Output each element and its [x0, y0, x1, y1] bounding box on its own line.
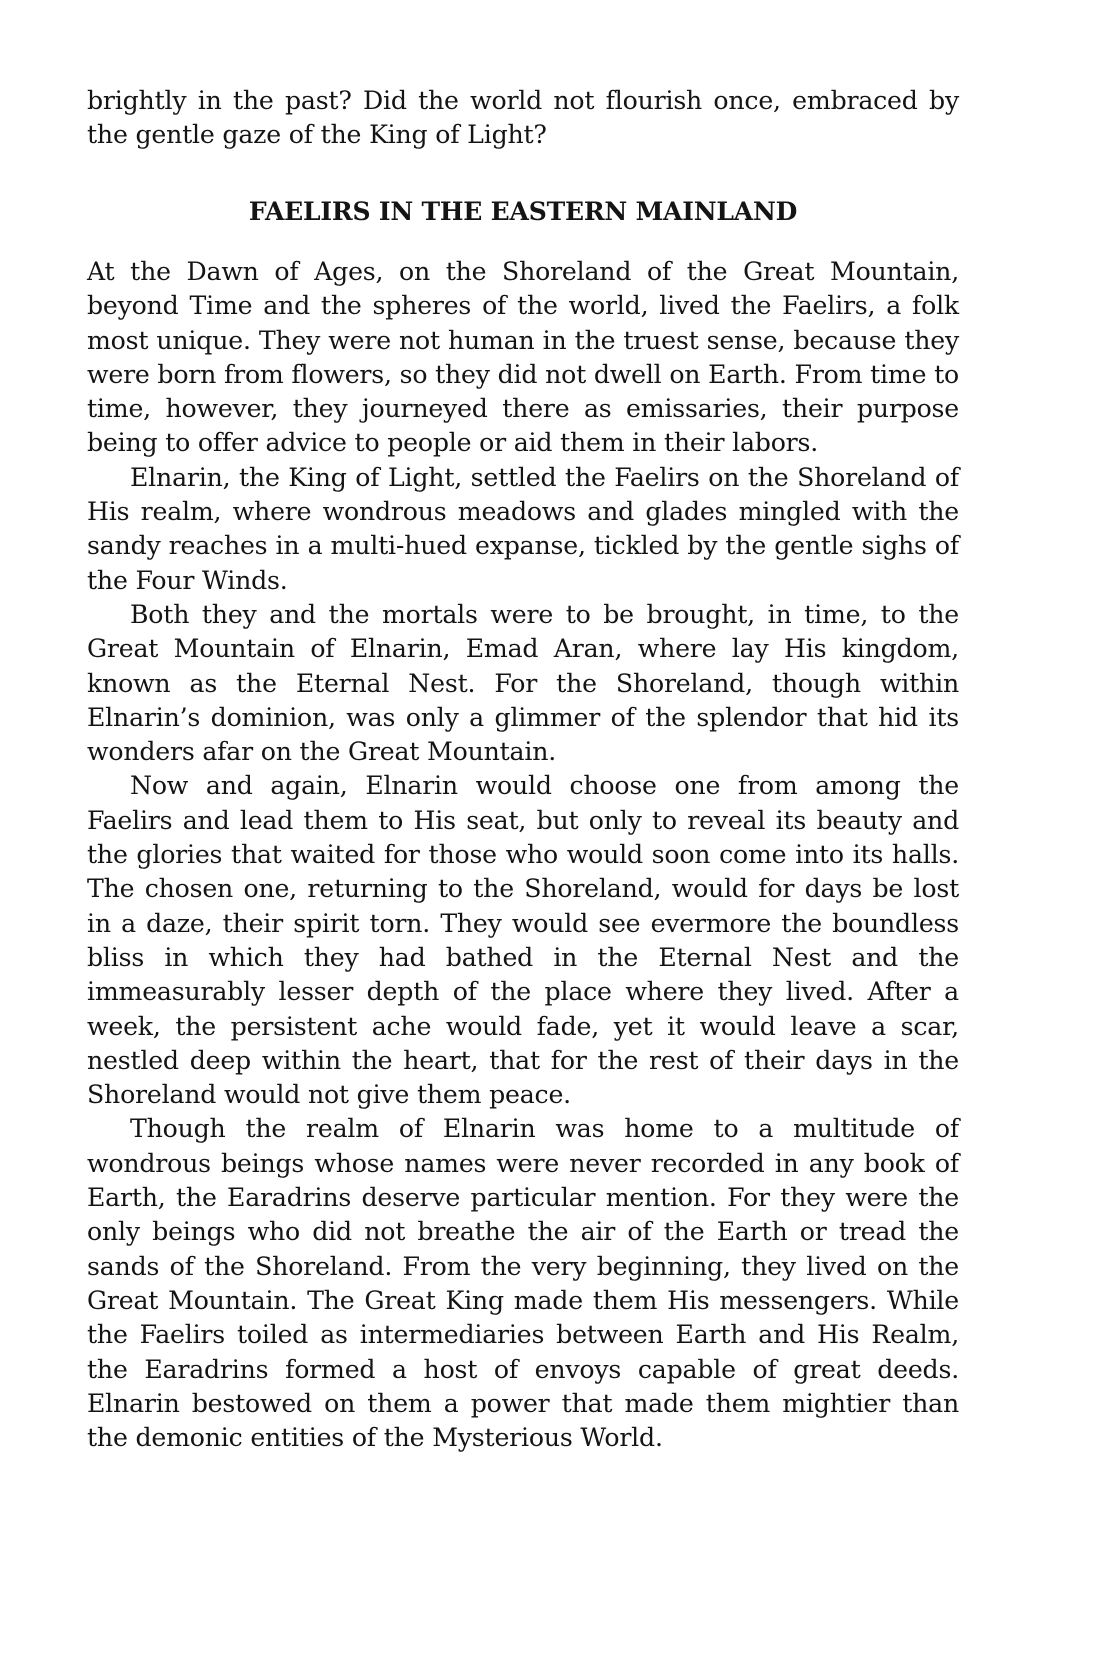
section-heading: FAELIRS IN THE EASTERN MAINLAND: [248, 197, 798, 226]
paragraph: Though the realm of Elnarin was home to a multitude of wondrous beings whose names were never recorded in any book of Earth, the Earadrins deserve particular mention. For they were the only beings who did not breathe the air of the Earth or tread the sands of the Shoreland. From the very beginning, they lived on the Great Mountain. The Great King made them His messengers. While the Faelirs toiled as intermediaries between Earth and His Realm, the Earadrins formed a host of envoys capable of great deeds. Elnarin bestowed on them a power that made them mightier than the demonic entities of the Mysterious World.: [87, 1114, 959, 1453]
intro-paragraph: brightly in the past? Did the world not flourish once, embraced by the gentle gaze of the King of Light?: [87, 86, 959, 150]
intro-text: [87, 84, 959, 153]
paragraph: At the Dawn of Ages, on the Shoreland of the Great Mountain, beyond Time and the spheres of the world, lived the Faelirs, a folk most unique. They were not human in the truest sense, because they were born from flowers, so they did not dwell on Earth. From time to time, however, they journeyed there as emissaries, their purpose being to offer advice to people or aid them in their labors.: [87, 257, 959, 458]
paragraph: Now and again, Elnarin would choose one from among the Faelirs and lead them to His seat, but only to reveal its beauty and the glories that waited for those who would soon come into its halls. The chosen one, returning to the Shoreland, would for days be lost in a daze, their spirit torn. They would see evermore the boundless bliss in which they had bathed in the Eternal Nest and the immeasurably lesser depth of the place where they lived. After a week, the persistent ache would fade, yet it would leave a scar, nestled deep within the heart, that for the rest of their days in the Shoreland would not give them peace.: [87, 771, 959, 1110]
paragraph: Elnarin, the King of Light, settled the Faelirs on the Shoreland of His realm, where wondrous meadows and glades mingled with the sandy reaches in a multi-hued expanse, tickled by the gentle sighs of the Four Winds.: [87, 462, 959, 595]
paragraph: Both they and the mortals were to be brought, in time, to the Great Mountain of Elnarin, Emad Aran, where lay His kingdom, known as the Eternal Nest. For the Shoreland, though within Elnarin’s dominion, was only a glimmer of the splendor that hid its wonders afar on the Great Mountain.: [87, 599, 959, 767]
section-body: [87, 255, 959, 1455]
